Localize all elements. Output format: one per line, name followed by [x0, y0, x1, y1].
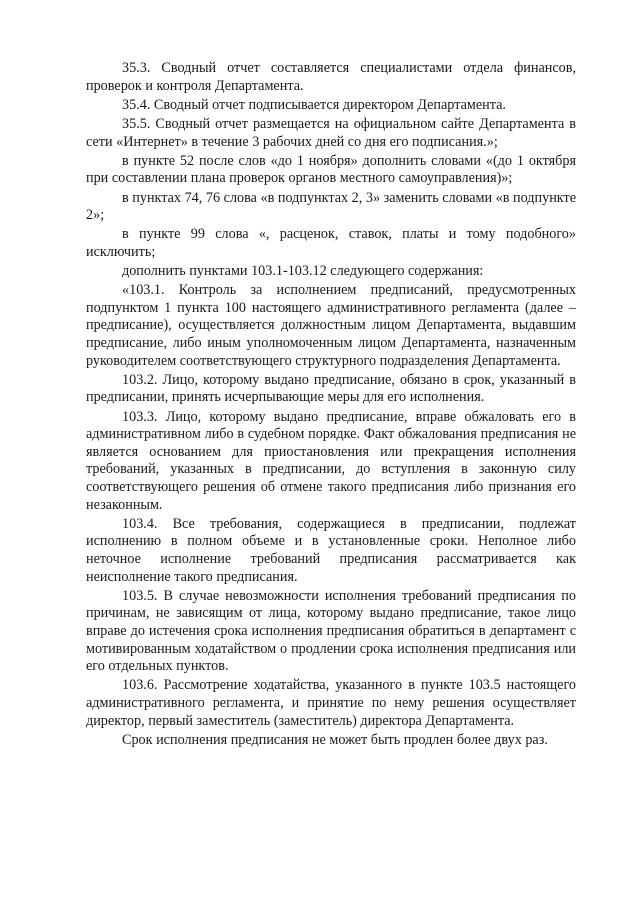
paragraph-extension-limit: Срок исполнения предписания не может быть продлен более двух раз. [122, 731, 548, 748]
amendment-point-52: в пункте 52 после слов «до 1 ноября» дополнить словами «(до 1 октября при составлении плана проверок органов местного самоуправления)»; [86, 152, 576, 187]
paragraph-103-2: 103.2. Лицо, которому выдано предписание, обязано в срок, указанный в предписании, принять исчерпывающие меры для его исполнения. [86, 371, 576, 406]
paragraph-103-6: 103.6. Рассмотрение ходатайства, указанного в пункте 103.5 настоящего административного регламента, и принятие по нему решения осуществляет директор, первый заместитель (заместитель) директора Департамента. [86, 677, 576, 729]
paragraph-35-3: 35.3. Сводный отчет составляется специалистами отдела финансов, проверок и контроля Департамента. [86, 60, 576, 94]
paragraph-103-1: «103.1. Контроль за исполнением предписаний, предусмотренных подпунктом 1 пункта 100 настоящего административного регламента (далее – предписание), осуществляется должностным лицом Департамента, выдавшим предписание, либо иным уполномоченным лицом Департамента, назначенным руководителем соответствующего структурного подразделения Департамента. [86, 282, 576, 369]
amendment-points-74-76: в пунктах 74, 76 слова «в подпунктах 2, 3» заменить словами «в подпункте 2»; [86, 189, 576, 224]
document-body [86, 60, 576, 749]
amendment-point-99: в пункте 99 слова «, расценок, ставок, платы и тому подобного» исключить; [86, 226, 576, 260]
paragraph-103-5: 103.5. В случае невозможности исполнения требований предписания по причинам, не зависящим от лица, которому выдано предписание, такое лицо вправе до истечения срока исполнения предписания обратиться в департамент с мотивированным ходатайством о продлении срока исполнения предписания или его отдельных пунктов. [86, 587, 576, 675]
amendment-add-points: дополнить пунктами 103.1-103.12 следующего содержания: [122, 263, 484, 280]
paragraph-103-4: 103.4. Все требования, содержащиеся в предписании, подлежат исполнению в полном объеме и в установленные сроки. Неполное либо неточное исполнение требований предписания рассматривается как неисполнение такого предписания. [86, 515, 576, 585]
paragraph-103-3: 103.3. Лицо, которому выдано предписание, вправе обжаловать его в административном либо в судебном порядке. Факт обжалования предписания не является основанием для приостановления или прекращения исполнения требований, указанных в предписании, до вступления в законную силу соответствующего решения об отмене такого предписания либо признания его незаконным. [86, 408, 576, 513]
paragraph-35-4: 35.4. Сводный отчет подписывается директором Департамента. [122, 96, 506, 113]
paragraph-35-5: 35.5. Сводный отчет размещается на официальном сайте Департамента в сети «Интернет» в течение 3 рабочих дней со дня его подписания.»; [86, 115, 576, 150]
